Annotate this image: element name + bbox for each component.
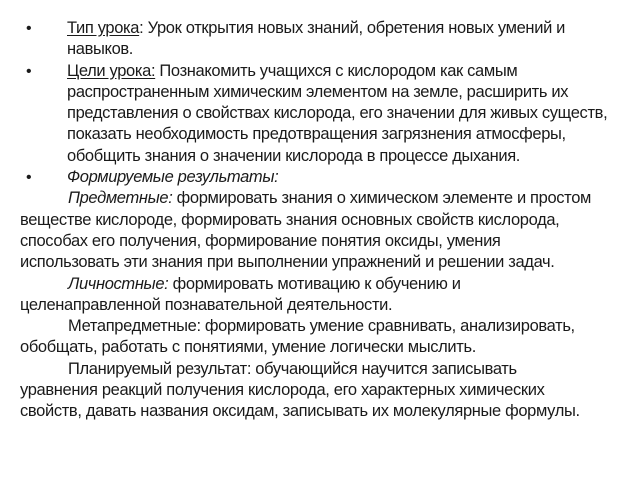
results-item [20, 167, 628, 188]
bullet-icon: • [26, 20, 32, 37]
bullet-icon: • [26, 169, 32, 187]
subject-results-line-1 [20, 188, 628, 209]
lesson-goals-item [20, 61, 628, 167]
subject-results-line-2: веществе кислороде, формировать знания основных свойств кислорода, [20, 210, 560, 229]
meta-results-line-2: обобщать, работать с понятиями, умение логически мыслить. [20, 338, 476, 357]
subject-results-label: Предметные: [68, 189, 173, 208]
lesson-goals-line-3: представления о свойствах кислорода, его значении для живых существ, [67, 104, 608, 123]
lesson-type-line-2: навыков. [67, 40, 134, 59]
subject-results-paragraph [20, 188, 628, 209]
subject-results-line-4: использовать эти знания при выполнении упражнений и решении задач. [20, 253, 555, 272]
meta-results-paragraph [20, 316, 628, 337]
lesson-goals-label: Цели урока: [67, 61, 156, 80]
lesson-goals-text: Познакомить учащихся с кислородом как самым [155, 61, 518, 80]
lesson-goals-line-4: показать необходимость предотвращения загрязнения атмосферы, [67, 125, 566, 144]
lesson-type-line-1 [67, 18, 628, 39]
personal-results-line-2: целенаправленной познавательной деятельности. [20, 295, 393, 314]
lesson-type-text: : Урок открытия новых знаний, обретения новых умений и [139, 19, 566, 37]
personal-results-paragraph [20, 274, 628, 295]
meta-results-line-1: Метапредметные: формировать умение сравнивать, анализировать, [68, 317, 575, 336]
personal-results-label: Личностные: [68, 274, 169, 293]
planned-result-line-3: свойств, давать названия оксидам, записывать их молекулярные формулы. [20, 402, 580, 421]
lesson-type-label: Тип урока [67, 19, 140, 37]
lesson-goals-line-2: распространенным химическим элементом на земле, расширить их [67, 82, 569, 101]
personal-results-line-1 [20, 274, 628, 295]
personal-results-text: формировать мотивацию к обучению и [168, 274, 461, 293]
subject-results-line-3: способах его получения, формирование понятия оксиды, умения [20, 231, 501, 250]
bullet-icon: • [26, 62, 32, 80]
planned-result-line-2: уравнения реакций получения кислорода, его характерных химических [20, 381, 545, 400]
subject-results-text: формировать знания о химическом элементе и простом [172, 189, 592, 208]
planned-result-line-1: Планируемый результат: обучающийся научится записывать [68, 359, 517, 378]
lesson-type-item [20, 18, 628, 61]
lesson-goals-line-1 [67, 61, 628, 82]
planned-result-paragraph [20, 359, 628, 380]
slide-content [20, 18, 628, 423]
lesson-goals-line-5: обобщить знания о значении кислорода в процессе дыхания. [67, 146, 521, 165]
results-heading: Формируемые результаты: [67, 168, 279, 187]
